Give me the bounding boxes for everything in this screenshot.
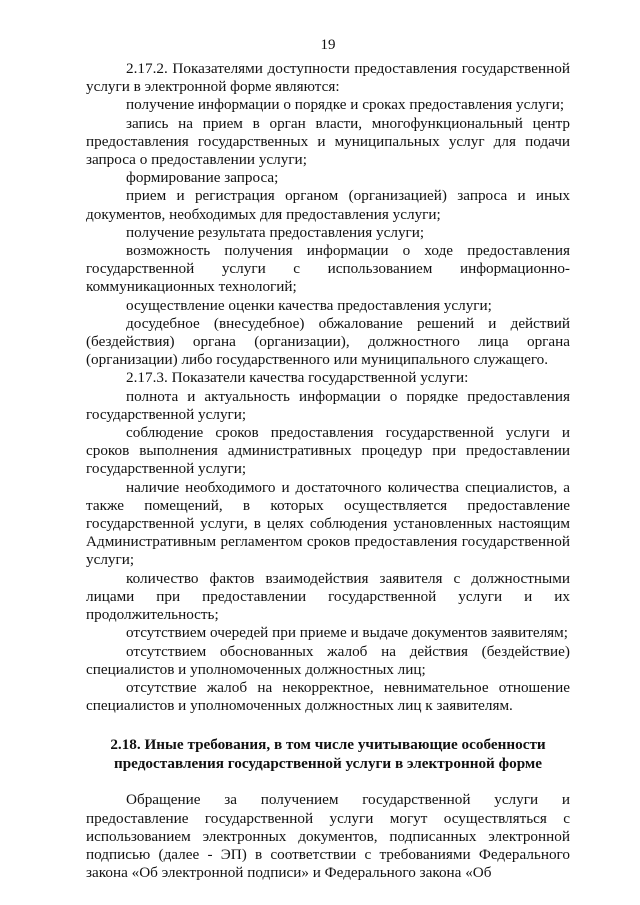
paragraph: наличие необходимого и достаточного количества специалистов, а также помещений, в которых осуществляется предоставление государственной услуги, в целях соблюдения установленных настоящим Административным регламентом сроков предоставления государственной услуги;: [86, 478, 570, 569]
paragraph: соблюдение сроков предоставления государственной услуги и сроков выполнения административных процедур при предоставлении государственной услуги;: [86, 424, 570, 478]
paragraph: 2.17.3. Показатели качества государственной услуги:: [126, 369, 469, 387]
section-heading-line: 2.18. Иные требования, в том числе учитывающие особенности: [110, 736, 546, 754]
paragraph: отсутствием очередей при приеме и выдаче документов заявителям;: [126, 624, 568, 642]
paragraph: отсутствием обоснованных жалоб на действия (бездействие) специалистов и уполномоченных должностных лиц;: [86, 642, 570, 678]
paragraph: Обращение за получением государственной услуги и предоставление государственной услуги могут осуществляться с использованием электронных документов, подписанных электронной подписью (далее - ЭП) в соответствии с требованиями Федерального закона «Об электронной подписи» и Федерального закона «Об: [86, 791, 570, 882]
paragraph: полнота и актуальность информации о порядке предоставления государственной услуги;: [86, 387, 570, 423]
paragraph: осуществление оценки качества предоставления услуги;: [126, 296, 492, 314]
paragraph: формирование запроса;: [126, 169, 279, 187]
paragraph: получение информации о порядке и сроках предоставления услуги;: [126, 96, 565, 114]
paragraph: отсутствие жалоб на некорректное, невнимательное отношение специалистов и уполномоченных должностных лиц к заявителям.: [86, 678, 570, 715]
paragraph: прием и регистрация органом (организацией) запроса и иных документов, необходимых для предоставления услуги;: [86, 187, 570, 223]
section-heading: [86, 735, 570, 773]
paragraph: запись на прием в орган власти, многофункциональный центр предоставления государственных и муниципальных услуг для подачи запроса о предоставлении услуги;: [86, 114, 570, 169]
paragraph: 2.17.2. Показателями доступности предоставления государственной услуги в электронной форме являются:: [86, 60, 570, 96]
paragraph: возможность получения информации о ходе предоставления государственной услуги с использованием информационно-коммуникационных технологий;: [86, 242, 570, 296]
page-number: 19: [320, 37, 336, 53]
paragraph: досудебное (внесудебное) обжалование решений и действий (бездействия) органа (организации), должностного лица органа (организации) либо государственного или муниципального служащего.: [86, 314, 570, 369]
paragraph: получение результата предоставления услуги;: [126, 223, 425, 241]
paragraph: количество фактов взаимодействия заявителя с должностными лицами при предоставлении государственной услуги и их продолжительность;: [86, 569, 570, 624]
section-heading-line: предоставления государственной услуги в электронной форме: [113, 755, 543, 773]
